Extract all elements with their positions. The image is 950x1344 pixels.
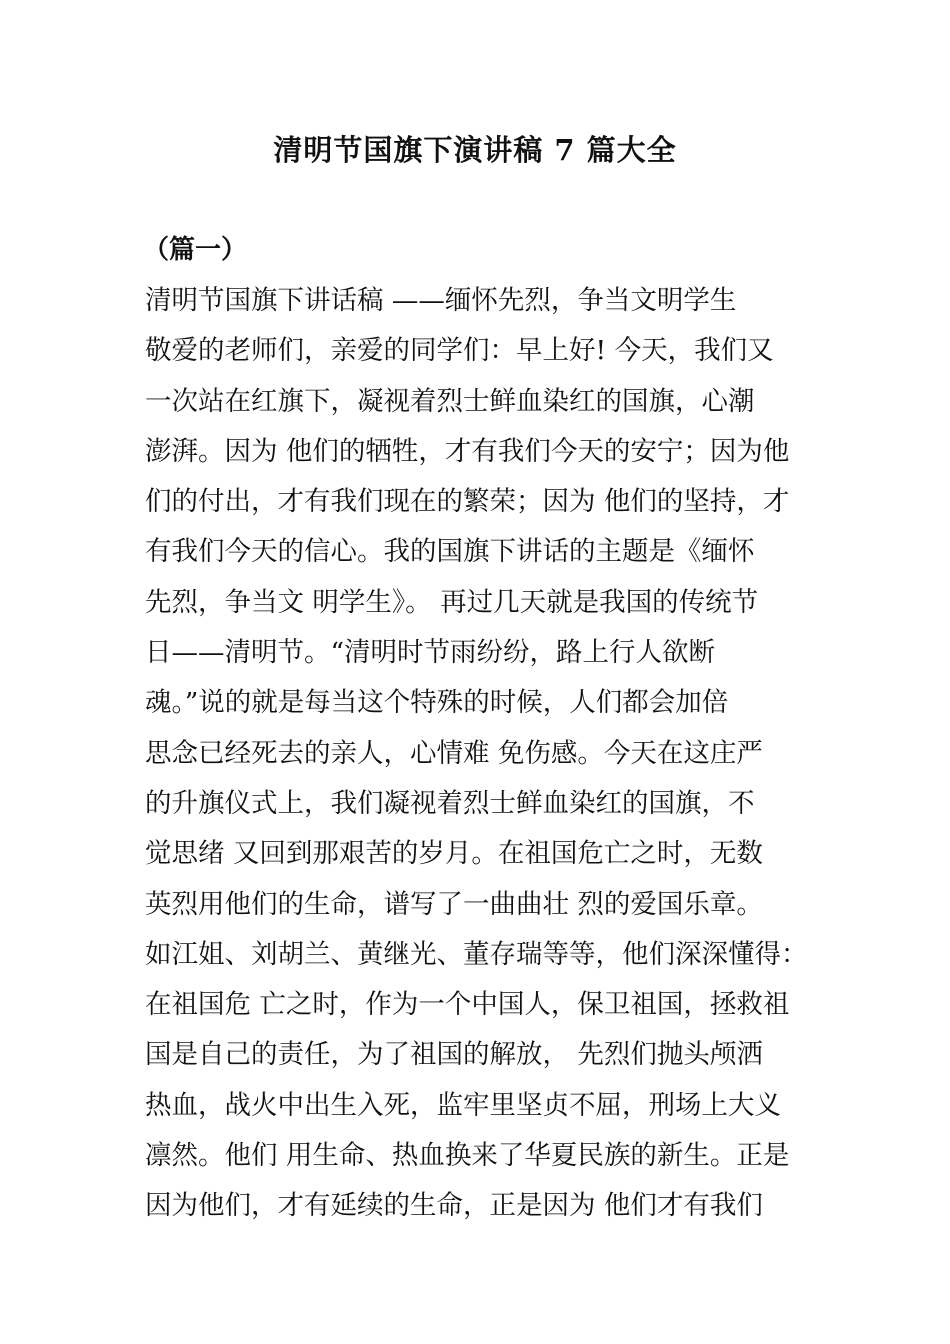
text-line: 澎湃。因为 他们的牺牲，才有我们今天的安宁；因为他 bbox=[145, 435, 790, 467]
text-line: 敬爱的老师们，亲爱的同学们：早上好! 今天，我们又 bbox=[145, 335, 774, 367]
text-line: 有我们今天的信心。我的国旗下讲话的主题是《缅怀 bbox=[145, 536, 755, 568]
text-line: 觉思绪 又回到那艰苦的岁月。在祖国危亡之时，无数 bbox=[145, 838, 763, 870]
body-text bbox=[145, 276, 825, 1232]
text-line: 清明节国旗下讲话稿 ——缅怀先烈，争当文明学生 bbox=[145, 285, 737, 316]
text-line: 在祖国危 亡之时，作为一个中国人，保卫祖国，拯救祖 bbox=[145, 989, 790, 1021]
section-heading: （篇一） bbox=[143, 235, 248, 265]
text-line: 因为他们，才有延续的生命，正是因为 他们才有我们 bbox=[145, 1190, 763, 1222]
text-line: 思念已经死去的亲人，心情难 免伤感。今天在这庄严 bbox=[145, 737, 763, 769]
text-line: 热血，战火中出生入死，监牢里坚贞不屈，刑场上大义 bbox=[145, 1089, 781, 1121]
text-line: 国是自己的责任，为了祖国的解放， 先烈们抛头颅洒 bbox=[145, 1039, 763, 1071]
text-line: 英烈用他们的生命，谱写了一曲曲壮 烈的爱国乐章。 bbox=[145, 888, 763, 920]
document-title: 清明节国旗下演讲稿 7 篇大全 bbox=[273, 133, 677, 167]
text-line: 日——清明节。“清明时节雨纷纷，路上行人欲断 bbox=[145, 637, 716, 669]
text-line: 先烈，争当文 明学生》。 再过几天就是我国的传统节 bbox=[145, 586, 759, 618]
text-line: 们的付出，才有我们现在的繁荣；因为 他们的坚持，才 bbox=[145, 486, 790, 518]
text-line: 一次站在红旗下，凝视着烈士鲜血染红的国旗，心潮 bbox=[145, 385, 755, 417]
text-line: 魂。”说的就是每当这个特殊的时候，人们都会加倍 bbox=[145, 687, 729, 719]
text-line: 的升旗仪式上，我们凝视着烈士鲜血染红的国旗，不 bbox=[145, 787, 755, 819]
text-line: 凛然。他们 用生命、热血换来了华夏民族的新生。正是 bbox=[145, 1140, 790, 1172]
text-line: 如江姐、刘胡兰、黄继光、董存瑞等等，他们深深懂得： bbox=[145, 938, 808, 970]
